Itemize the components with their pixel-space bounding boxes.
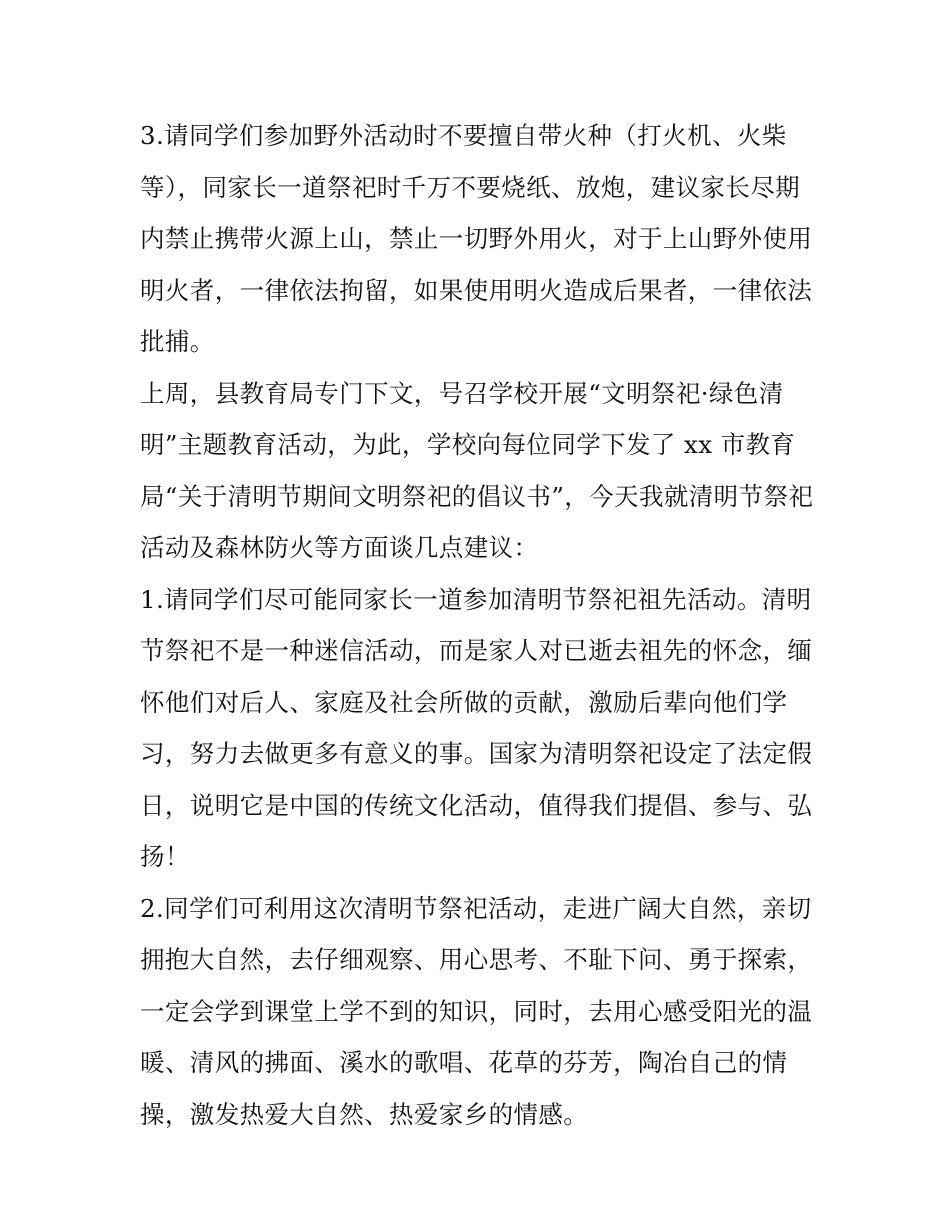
text-line: 等），同家长一道祭祀时千万不要烧纸、放炮，建议家长尽期 (140, 172, 801, 202)
text-line: 内禁止携带火源上山，禁止一切野外用火，对于上山野外使用 (140, 224, 813, 253)
text-line: 明火者，一律依法拘留，如果使用明火造成后果者，一律依法 (140, 275, 813, 305)
paragraph-suggestion-1 (140, 574, 815, 883)
text-line: 上周，县教育局专门下文，号召学校开展“文明祭祀·绿色清 (140, 378, 784, 408)
text-line: 1.请同学们尽可能同家长一道参加清明节祭祀祖先活动。清明 (140, 584, 812, 614)
text-line: 操，激发热爱大自然、热爱家乡的情感。 (140, 1099, 589, 1129)
text-line: 暖、清风的拂面、溪水的歌唱、花草的芬芳，陶冶自己的情 (140, 1048, 788, 1077)
text-line: 明”主题教育活动，为此，学校向每位同学下发了 xx 市教育 (140, 430, 796, 459)
text-line: 活动及森林防火等方面谈几点建议： (140, 533, 539, 562)
text-line: 拥抱大自然，去仔细观察、用心思考、不耻下问、勇于探索， (140, 945, 813, 974)
text-line: 3.请同学们参加野外活动时不要擅自带火种（打火机、火柴 (140, 121, 787, 150)
paragraph-suggestion-2 (140, 883, 815, 1141)
text-line: 扬！ (140, 842, 190, 871)
text-line: 批捕。 (140, 327, 215, 356)
document-body (140, 110, 815, 1140)
text-line: 2.同学们可利用这次清明节祭祀活动，走进广阔大自然，亲切 (140, 893, 812, 923)
text-line: 一定会学到课堂上学不到的知识，同时，去用心感受阳光的温 (140, 996, 813, 1026)
text-line: 怀他们对后人、家庭及社会所做的贡献，激励后辈向他们学 (140, 687, 788, 717)
paragraph-fire-safety (140, 110, 815, 368)
text-line: 习，努力去做更多有意义的事。国家为清明祭祀设定了法定假 (140, 739, 813, 768)
text-line: 节祭祀不是一种迷信活动，而是家人对已逝去祖先的怀念，缅 (140, 636, 813, 665)
paragraph-intro (140, 368, 815, 574)
text-line: 局“关于清明节期间文明祭祀的倡议书”，今天我就清明节祭祀 (140, 481, 814, 511)
text-line: 日，说明它是中国的传统文化活动，值得我们提倡、参与、弘 (140, 790, 813, 820)
